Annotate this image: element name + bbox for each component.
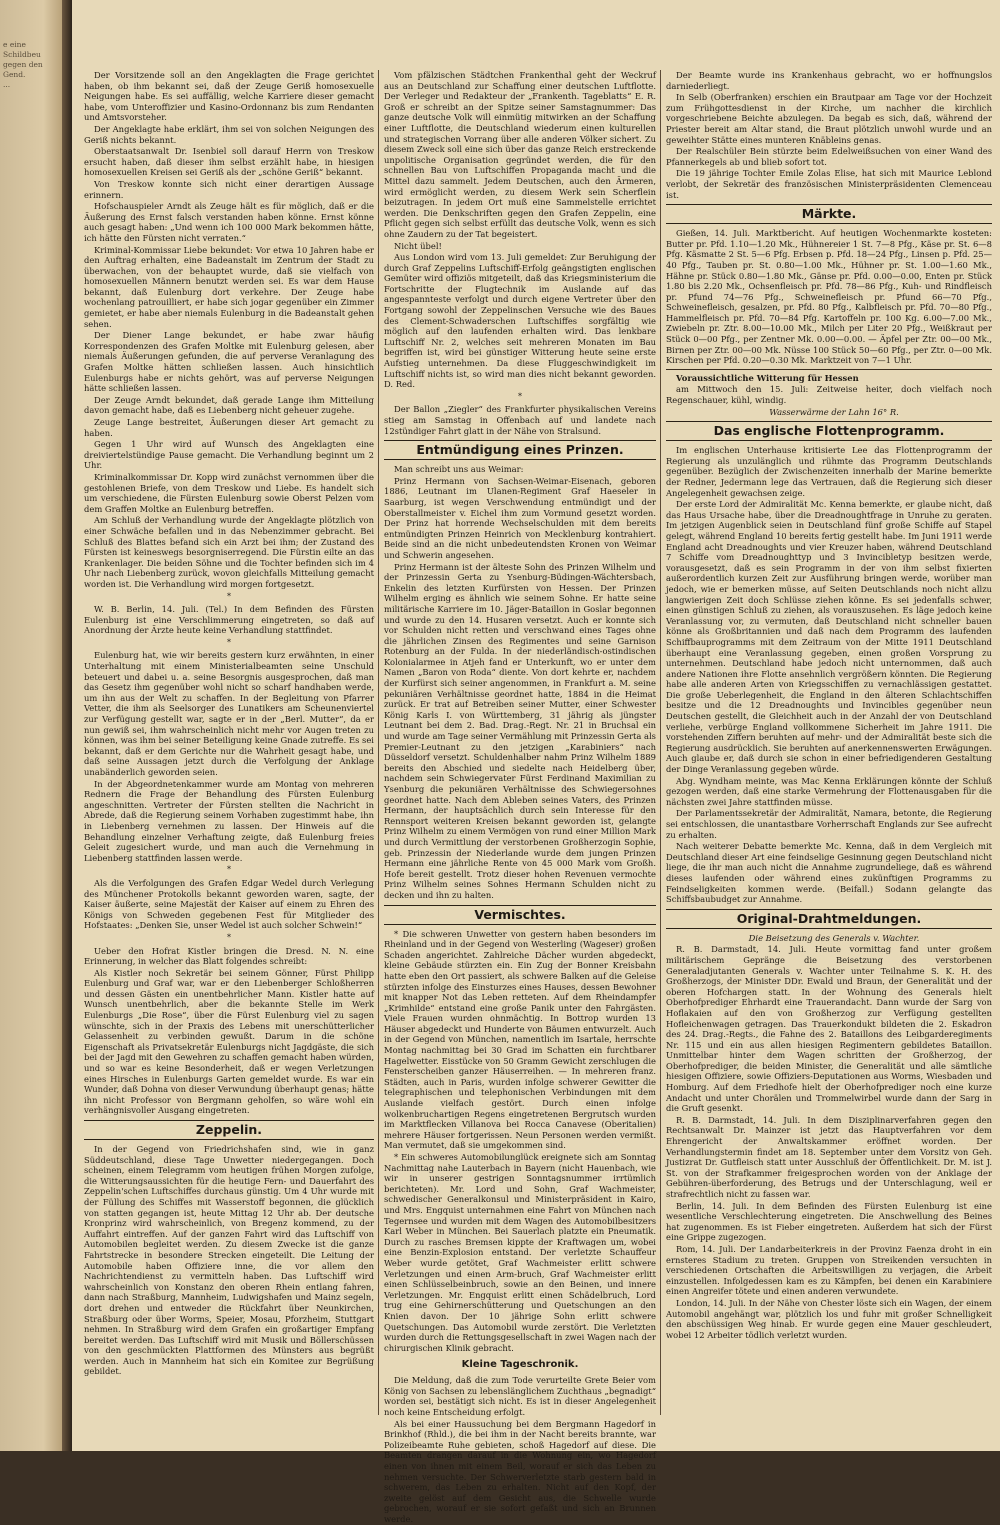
separator-star: * xyxy=(227,637,231,647)
article-paragraph: Der Realschüler Bein stürzte beim Edelweißsuchen von einer Wand des Pfannerkegels ab und blieb sofort tot. xyxy=(666,146,992,167)
article-paragraph: Am Schluß der Verhandlung wurde der Angeklagte plötzlich von einer Schwäche befallen und in das Nebenzimmer gebracht. Bei Schluß des Blattes befand sich ein Arzt bei ihm; der Zustand des Fürsten ist keineswegs besorgniserregend. Die Fürstin eilte an das Krankenlager. Die beiden Söhne und die Tochter befinden sich im 4 Uhr nach Liebenberg zurück, wovon gleichfalls Mitteilung gemacht worden ist. Die Verhandlung wird morgen fortgesetzt. xyxy=(84,515,374,589)
article-paragraph: Im englischen Unterhause kritisierte Lee das Flottenprogramm der Regierung als unzulänglich und rühmte das Programm Deutschlands gegenüber. Bezüglich der Zwischenzeiten innerhalb der Marine bemerkte der Redner, Jedermann lege das Vertrauen, daß die Regierung sich dieser Angelegenheit gewachsen zeige. xyxy=(666,445,992,498)
article-paragraph: am Mittwoch den 15. Juli: Zeitweise heiter, doch vielfach noch Regenschauer, kühl, windig. xyxy=(666,384,992,406)
article-paragraph: Der Diener Lange bekundet, er habe zwar häufig Korrespondenzen des Grafen Moltke mit Eulenburg gelesen, aber niemals Äußerungen gefunden, die auf perverse Veranlagung des Grafen Moltke hätten schließen lassen. Auch hinsichtlich Eulenburgs habe er nichts gehört, was auf perverse Neigungen hätte schließen lassen. xyxy=(84,330,374,394)
article-paragraph: Zeuge Lange bestreitet, Äußerungen dieser Art gemacht zu haben. xyxy=(84,417,374,438)
article-paragraph: Prinz Hermann von Sachsen-Weimar-Eisenach, geboren 1886, Leutnant im Ulanen-Regiment Graf Haeseler in Saarburg, ist wegen Verschwendung entmündigt und der Oberstallmeister v. Eichel ihm zum Vormund gesetzt worden. Der Prinz hat horrende Wechselschulden mit dem bereits entmündigten Prinzen Heinrich von Mecklenburg kontrahiert. Beide sind an die nicht unbedeutendsten Kronen von Weimar und Schwerin angesehen. xyxy=(384,475,656,560)
article-paragraph: Als die Verfolgungen des Grafen Edgar Wedel durch Verlegung des Münchener Protokolls bekannt geworden waren, sagte, der Kaiser äußerte, seine Majestät der Kaiser auf einem zu Ehren des Königs von Schweden gegebenen Fest für Mitglieder des Hofstaates: „Denken Sie, unser Wedel ist auch solcher Schwein!“ xyxy=(84,877,374,931)
separator-star: * xyxy=(518,391,522,401)
article-paragraph: Nicht übel! xyxy=(394,240,442,251)
section-heading-flottenprogramm: Das englische Flottenprogramm. xyxy=(666,421,992,441)
page-gutter xyxy=(62,0,72,1451)
divider xyxy=(666,369,992,370)
separator-star: * xyxy=(227,591,231,601)
article-paragraph: Rom, 14. Juli. Der Landarbeiterkreis in der Provinz Faenza droht in ein ernsteres Stadium zu treten. Gruppen von Streikenden versuchten in verschiedenen Ortschaften die Arbeitswilligen zu verjagen, die Arbeit einzustellen. Infolgedessen kam es zu Kämpfen, bei denen ein Karabiniere einen Angreifer tötete und einen anderen verwundete. xyxy=(666,1243,992,1297)
article-paragraph: In der Gegend von Friedrichshafen sind, wie in ganz Süddeutschland, diese Tage Unwetter niedergegangen. Doch scheinen, einem Telegramm vom heutigen frühen Morgen zufolge, die Witterungsaussichten für die heutige Fern- und Dauerfahrt des Zeppelin'schen Luftschiffes durchaus günstig. Um 4 Uhr wurde mit der Füllung des Schiffes mit Wasserstoff begonnen, die glücklich von statten gegangen ist, heute Mittag 12 Uhr ab. Der deutsche Kronprinz wird wahrscheinlich, von Bregenz kommend, zu der Auffahrt eintreffen. Auf der ganzen Fahrt wird das Luftschiff von Automobilen begleitet werden. Zu diesem Zwecke ist die ganze Fahrtstrecke in besondere Strecken eingeteilt. Die Leitung der Automobile haben Offiziere inne, die vor allem den Nachrichtendienst zu vermitteln haben. Das Luftschiff wird wahrscheinlich von Konstanz den oberen Rhein entlang fahren, dann nach Straßburg, Mannheim, Ludwigshafen und Mainz segeln, dort drehen und entweder die Rückfahrt über Neunkirchen, Straßburg oder über Worms, Speier, Mosau, Pforzheim, Stuttgart nehmen. In Straßburg wird dem Grafen ein großartiger Empfang bereitet werden. Das Luftschiff wird mit Musik und Böllerschüssen von den geschmückten Plattformen des Münsters aus begrüßt werden. Auch in Mannheim hat sich ein Komitee zur Begrüßung gebildet. xyxy=(84,1144,374,1377)
article-paragraph: Nach weiterer Debatte bemerkte Mc. Kenna, daß in dem Vergleich mit Deutschland dieser Art eine feindselige Gesinnung gegen Deutschland nicht liege, die ihr man auch nicht die Annahme zugrundeliege, daß es während dieses laufenden oder während eines zukünftigen Programms zu Feindseligkeiten kommen werde. (Beifall.) Sodann gelangte das Schiffsbaubudget zur Annahme. xyxy=(666,841,992,905)
newspaper-page xyxy=(72,0,1000,1524)
article-paragraph: Der Beamte wurde ins Krankenhaus gebracht, wo er hoffnungslos darniederliegt. xyxy=(666,70,992,91)
article-paragraph: Kriminalkommissar Dr. Kopp wird zunächst vernommen über die gestohlenen Briefe, von dem Treskow und Liebe. Es handelt sich um verschiedene, die Fürsten Eulenburg sowie Oberst Pelzen vom dem Graffen Moltke an Eulenburg betreffen. xyxy=(84,471,374,514)
separator-star: * xyxy=(227,865,231,875)
article-paragraph: Die 19 jährige Tochter Emile Zolas Elise, hat sich mit Maurice Leblond verlobt, der Sekretär des französischen Ministerpräsidenten Clemenceau ist. xyxy=(666,168,992,200)
article-paragraph: Abg. Wyndham meinte, was Mac Kenna Erklärungen könnte der Schluß gezogen werden, daß eine starke Vermehrung der Flottenausgaben für die nächsten zwei Jahre stattfinden müsse. xyxy=(666,775,992,807)
article-paragraph: Der Ballon „Ziegler“ des Frankfurter physikalischen Vereins stieg am Samstag in Offenbach auf und landete nach 12stündiger Fahrt glatt in der Nähe von Stralsund. xyxy=(384,404,656,436)
article-paragraph: Die Meldung, daß die zum Tode verurteilte Grete Beier vom König von Sachsen zu lebenslänglichem Zuchthaus „begnadigt“ worden sei, bestätigt sich nicht. Es ist in dieser Angelegenheit noch keine Entscheidung erfolgt. xyxy=(384,1375,656,1418)
column-rule xyxy=(378,70,379,1415)
previous-page-fragment: e eine Schildbeu gegen den Gend. ... xyxy=(3,40,43,89)
article-paragraph: Prinz Hermann ist der älteste Sohn des Prinzen Wilhelm und der Prinzessin Gerta zu Ysenburg-Büdingen-Wächtersbach, Enkelin des letzten Kurfürsten von Hessen. Der Prinzen Wilhelm erging es ähnlich wie seinem Sohne. Er hatte seine militärische Karriere im 10. Jäger-Bataillon in Goslar begonnen und wurde zu den 14. Husaren versetzt. Auch er konnte sich vor Schulden nicht retten und verschwand eines Tages ohne die jährlichen Zinsen des Regimentes und seine Garnison Rotenburg an der Fulda. In der niederländisch-ostindischen Kolonialarmee in Atjeh fand er Unterkunft, wo er unter dem Namen „Baron von Roda“ diente. Von dort kehrte er, nachdem der Kurfürst sich seiner angenommen, in Frankfurt a. M. seine pekuniären Verhältnisse geordnet hatte, 1884 in die Heimat zurück. Er trat auf Betreiben seiner Mutter, einer Schwester König Karls I. von Württemberg, 31 jährig als jüngster Leutnant bei dem 2. Bad. Drag.-Regt. Nr. 21 in Bruchsal ein und wurde am Tage seiner Vermählung mit Prinzessin Gerta als Premier-Leutnant zu den jetzigen „Karabiniers“ nach Düsseldorf versetzt. Schuldenhalber nahm Prinz Wilhelm 1889 bereits den Abschied und siedelte nach Heidelberg über, nachdem sein Schwiegervater Fürst Ferdinand Maximilian zu Ysenburg die pekuniären Verhältnisse des Schwiegersohnes geordnet hatte. Nach dem Ableben seines Vaters, des Prinzen Hermann, der hauptsächlich durch sein Interesse für den Rennsport weiteren Kreisen bekannt geworden ist, gelangte Prinz Wilhelm zu einem Vermögen von rund einer Million Mark und durch Vermittlung der verstorbenen Großherzogin Sophie, geb. Prinzessin der Niederlande wurde dem jungen Prinzen Hermann eine jährliche Rente von 45 000 Mark vom Großh. Hofe bereit gestellt. Trotz dieser hohen Revenuen vermochte Prinz Wilhelm seines Sohnes Hermann Schulden nicht zu decken und ihn zu halten. xyxy=(384,561,656,900)
article-paragraph: R. B. Darmstadt, 14. Juli. In dem Disziplinarverfahren gegen den Rechtsanwalt Dr. Mainzer ist jetzt das Hauptverfahren vor dem Ehrengericht der Anwaltskammer eröffnet worden. Der Verhandlungstermin findet am 18. September unter dem Vorsitz von Geh. Justizrat Dr. Gutfleisch statt unter Ausschluß der Öffentlichkeit. Dr. M. ist J. St. von der Strafkammer freigesprochen worden von der Anklage der Gebühren-überforderung, des Betrugs und der Unterschlagung, weil er strafrechtlich nicht zu fassen war. xyxy=(666,1114,992,1199)
article-paragraph: Hofschauspieler Arndt als Zeuge hält es für möglich, daß er die Äußerung des Ernst falsch verstanden haben könne. Ernst könne auch gesagt haben: „Und wenn ich 100 000 Mark bekommen hätte, ich hätte den Fürsten nicht verraten.“ xyxy=(84,201,374,243)
article-paragraph: Vom pfälzischen Städtchen Frankenthal geht der Weckruf aus an Deutschland zur Schaffung einer deutschen Luftflotte. Der Verleger und Redakteur der „Frankenth. Tageblatts“ E. R. Groß er schreibt an der Spitze seiner Samstagnummer: Das ganze deutsche Volk will einmütig mitwirken an der Schaffung einer Luftflotte, die Deutschland wiederum einen kulturellen und strategischen Vorrang über alle anderen Völker sichert. Zu diesem Zweck soll eine sich über das ganze Reich erstreckende unpolitische Organisation gegründet werden, die für den schnellen Bau von Luftschiffen Propaganda macht und die Mittel dazu sammelt. Jedem Deutschen, auch den Ärmeren, wird ermöglicht werden, zu diesem Werk sein Scherflein beizutragen. In jedem Ort muß eine Sammelstelle errichtet werden. Die Denkschriften gegen den Grafen Zeppelin, eine Pflicht gegen sich selbst erfüllt das deutsche Volk, wenn es sich ohne Zaudern zu der Tat begeistert. xyxy=(384,70,656,239)
section-heading-vermischtes: Vermischtes. xyxy=(384,905,656,925)
article-paragraph: W. B. Berlin, 14. Juli. (Tel.) In dem Befinden des Fürsten Eulenburg ist eine Verschlimmerung eingetreten, so daß auf Anordnung der Ärzte heute keine Verhandlung stattfindet. xyxy=(84,604,374,636)
article-paragraph: Berlin, 14. Juli. In dem Befinden des Fürsten Eulenburg ist eine wesentliche Verschlechterung eingetreten. Die Anschwellung des Beines hat zugenommen. Es ist Fieber eingetreten. Außerdem hat sich der Fürst eine Grippe zugezogen. xyxy=(666,1200,992,1243)
article-paragraph: Eulenburg hat, wie wir bereits gestern kurz erwähnten, in einer Unterhaltung mit einem Ministerialbeamten seine Unschuld beteuert und dabei u. a. seine Besorgnis ausgesprochen, daß man das Gesetz ihm gegenüber wohl nicht so scharf handhaben werde, um ihn aus der Welt zu schaffen. In der Begleitung von Pfarrer Vetter, die ihm als Seelsorger des Lunatikers am Scheunenviertel zur Verfügung gestellt war, sagte er in der „Berl. Mutter“, da er nun gewiß sei, ihm wahrscheinlich nicht mehr vor Augen treten zu können, was ihm bei seiner Beteiligung keine Gnade zutreffe. Es sei bekannt, daß er dem Gerichte nur die Wahrheit gesagt habe, und daß seine Aussagen jetzt durch die Verfolgung der Anklage unabänderlich geworden seien. xyxy=(84,650,374,777)
column-3 xyxy=(666,70,992,1410)
section-heading-zeppelin: Zeppelin. xyxy=(84,1120,374,1140)
article-paragraph: Der Zeuge Arndt bekundet, daß gerade Lange ihm Mitteilung davon gemacht habe, daß es Liebenberg nicht geheuer zugehe. xyxy=(84,394,374,416)
article-paragraph: Der Parlamentssekretär der Admiralität, Namara, betonte, die Regierung sei entschlossen, die unantastbare Vorherrschaft Englands zur See aufrecht zu erhalten. xyxy=(666,808,992,840)
column-2 xyxy=(384,70,656,1524)
column-1 xyxy=(84,70,374,1410)
article-paragraph: Oberstaatsanwalt Dr. Isenbiel soll darauf Herrn von Treskow ersucht haben, daß dieser ihm selbst erzählt habe, in hiesigen homosexuellen Kreisen sei Geriß als der „schöne Geriß“ bekannt. xyxy=(84,146,374,178)
section-heading-original-drahtmeldungen: Original-Drahtmeldungen. xyxy=(666,909,992,929)
previous-page-edge xyxy=(0,0,62,1451)
article-paragraph: Als Kistler noch Sekretär bei seinem Gönner, Fürst Philipp Eulenburg und Graf war, war er den Liebenberger Schloßherren und dessen Gästen ein unentbehrlicher Mann. Kistler hatte auf Wunsch unentbehrlich, aber die bekannte Stelle im Werk Eulenburgs „Die Rose“, über die Fürst Eulenburg viel zu sagen wünschte, sich in der Praxis des Lebens mit unerschütterlicher Gelassenheit zu verbinden gewußt. Darum in die schöne Eigenschaft als Privatsekretär Eulenburgs nicht Jagdgäste, die sich bei der Jagd mit den Gewehren zu schaffen gemacht haben würden, und so war es keine Besonderheit, daß er wegen Verletzungen eines Hirsches in Eulenburgs Garten gemeldet wurde. Es war ein Wunder, daß Dohna von dieser Verwundung überhaupt genas; hätte ihn nicht Professor von Bergmann geholfen, so wäre wohl ein verhängnisvoller Ausgang eingetreten. xyxy=(84,967,374,1116)
article-paragraph: In Selb (Oberfranken) erschien ein Brautpaar am Tage vor der Hochzeit zum Frühgottesdienst in der Kirche, um nachher die kirchlich vorgeschriebene Beichte abzulegen. Da begab es sich, daß, während der Priester bereit am Altar stand, die Braut plötzlich unwohl wurde und an geweihter Stätte eines munteren Knäbleins genas. xyxy=(666,92,992,145)
article-paragraph: Als bei einer Haussuchung bei dem Bergmann Hagedorf in Brinkhof (Rhld.), die bei ihm in der Nacht bereits brannte, war Polizeibeamte Ruhe gebieten, schoß Hagedorf auf diese. Die Beamten drangen darauf in die Wohnung ein, wo Hagedorf einen von ihnen mit einem Beil, worauf er sich das Leben zu nehmen versuchte. Der Schwerverletzte starb gestern bald in schwerem, das Leben zu erhalten. Nicht auf den Kopf, der zweite gelöst auf dem Gesicht aus, die Schwelle wurde gebrochen, worauf er sie sofort gefaßt und sich an Brunnen werde. xyxy=(384,1418,656,1524)
article-paragraph: Man schreibt uns aus Weimar: xyxy=(394,464,524,475)
article-paragraph: In der Abgeordnetenkammer wurde am Montag von mehreren Rednern die Frage der Behandlung des Fürsten Eulenburg angeschnitten. Vertreter der Fürsten stellten die Nachricht in Abrede, daß die Regierung seinem Vorhaben zugestimmt habe, ihn in Liebenberg vernehmen zu lassen. Der Hinweis auf die Behandlung einzelner Verhaftung zeigte, daß Eulenburg freies Geleit zugesichert wurde, und man auch die Vernehmung in Liebenberg stattfinden lassen werde. xyxy=(84,778,374,863)
column-rule xyxy=(660,70,661,1415)
article-paragraph: Der erste Lord der Admiralität Mc. Kenna bemerkte, er glaube nicht, daß das Haus Ursache habe, über die Dreadnoughtfrage in Unruhe zu geraten. Im jetzigen Augenblick seien in Deutschland fünf große Schiffe auf Stapel gelegt, während England 10 bereits fertig gestellt habe. Im Juni 1911 werde England acht Dreadnoughts und vier Kreuzer haben, während Deutschland 7 Schiffe vom Dreadnoughttyp und 3 Invincibletyp besitzen werde, vorausgesetzt, daß es sein Programm in der von ihm selbst fixierten außerordentlich kurzen Zeit zur Ausführung bringen werde, worüber man jedoch, wie er bemerken müsse, auf Seiten Deutschlands noch nicht allzu langwierigen Zeit doch Schlüsse ziehen könne. Es sei jedenfalls schwer, einen günstigen Schluß zu ziehen, als vorauszusehen. Es läge jedoch keine Veranlassung vor, zu vermuten, daß Deutschland nicht schneller bauen könne als Großbritannien und daß nach dem Programm des laufenden Schiffbauprogramms mit dem Zeitraum von der Mitte 1911 Deutschland überhaupt eine Veranlassung gegeben, einen großen Vorsprung zu unternehmen. Deutschland habe jedoch nicht unternommen, daß auch andere Nationen ihre Flotte ansehnlich vergrößern könnten. Die Regierung habe alle anderen Arten von Kriegsschiffen zu vernachlässigen gestattet. Die große Ueberlegenheit, die England in den älteren Schlachtschiffen besitze und die 12 Dreadnoughts und Invincibles gegenüber neun Deutschen gestellt, die Gleichheit auch in der Anzahl der von Deutschland verliehe, verbürge England vollkommene Sicherheit im Jahre 1911. Die vorstehenden Ziffern beruhten auf mehr- und der Admiralität beste sich die Regierung ausdrücklich. Sie beruhten auf anerkennenswerten Erwägungen. Auch glaube er, daß durch sie schon in einer befriedigenderen Gestaltung der Dinge Veranlassung gegeben würde. xyxy=(666,499,992,775)
article-paragraph: Der Vorsitzende soll an den Angeklagten die Frage gerichtet haben, ob ihm bekannt sei, daß der Zeuge Geriß homosexuelle Neigungen habe. Es sei auffällig, welche Karriere dieser gemacht habe, vom Unteroffizier und Kasino-Ordonnanz bis zum Rendanten und Amtsvorsteher. xyxy=(84,70,374,123)
article-paragraph: Von Treskow konnte sich nicht einer derartigen Aussage erinnern. xyxy=(84,178,374,200)
subheading: Die Beisetzung des Generals v. Wachter. xyxy=(748,932,920,943)
article-paragraph: Gießen, 14. Juli. Marktbericht. Auf heutigen Wochenmarkte kosteten: Butter pr. Pfd. 1.10—1.20 Mk., Hühnereier 1 St. 7—8 Pfg., Käse pr. St. 6—8 Pfg. Käsmatte 2 St. 5—6 Pfg. Erbsen p. Pfd. 18—24 Pfg., Linsen p. Pfd. 25—40 Pfg., Tauben pr. St. 0.80—1.00 Mk., Hühner pr. St. 1.00—1.60 Mk., Hähne pr. Stück 0.80—1.80 Mk., Gänse pr. Pfd. 0.00—0.00, Enten pr. Stück 1.80 bis 2.20 Mk., Ochsenfleisch pr. Pfd. 78—86 Pfg., Kuh- und Rindfleisch pr. Pfund 74—76 Pfg., Schweinefleisch pr. Pfund 66—70 Pfg., Schweinefleisch, gesalzen, pr. Pfd. 80 Pfg., Kalbfleisch pr. Pfd. 70—80 Pfg., Hammelfleisch pr. Pfd. 70—84 Pfg. Kartoffeln pr. 100 Kg. 6.00—7.00 Mk., Zwiebeln pr. Ztr. 8.00—10.00 Mk., Milch per Liter 20 Pfg., Weißkraut per Stück 0—00 Pfg., per Zentner Mk. 0.00—0.00. — Äpfel per Ztr. 00—00 Mk., Birnen per Ztr. 00—00 Mk. Nüsse 100 Stück 50—60 Pfg., per Ztr. 0—00 Mk. Kirschen per Pfd. 0.20—0.30 Mk. Marktzeit von 7—1 Uhr. xyxy=(666,228,992,366)
section-heading-kleine-tageschronik: Kleine Tageschronik. xyxy=(461,1359,579,1371)
article-paragraph: Kriminal-Kommissar Liebe bekundet: Vor etwa 10 Jahren habe er den Auftrag erhalten, eine Badeanstalt im Zentrum der Stadt zu überwachen, von der behauptet wurde, daß sie vielfach von homosexuellen Männern benutzt werden sei. Es war dem Hause bekannt, daß Eulenburg dort verkehre. Der Zeuge habe wochenlang patrouilliert, er habe sich jogar gegenüber ein Zimmer gemietet, er habe aber niemals Eulenburg in die Badeanstalt gehen sehen. xyxy=(84,244,374,329)
article-paragraph: Der Angeklagte habe erklärt, ihm sei von solchen Neigungen des Geriß nichts bekannt. xyxy=(84,123,374,145)
article-paragraph: Aus London wird vom 13. Juli gemeldet: Zur Beruhigung der durch Graf Zeppelins Luftschiff-Erfolg geängstigten englischen Gemüter wird offiziös mitgeteilt, daß das Kriegsministerium die Fortschritte der Flugtechnik im Auslande auf das angespannteste verfolgt und durch eigene Vertreter über den Fortgang sowohl der Zeppelinschen Versuche wie des Baues des Clement-Schwaderschen Luftschiffes sorgfältig wie möglich auf den laufenden erhalten wird. Das lenkbare Luftschiff Nr. 2, welches seit mehreren Monaten im Bau begriffen ist, wird bei günstiger Witterung heute seine erste Aufstieg unternehmen. Da diese Fluggeschwindigkeit im Luftschiff nichts ist, so wird man dies nicht bekannt geworden. D. Red. xyxy=(384,252,656,390)
article-paragraph: * Die schweren Unwetter von gestern haben besonders im Rheinland und in der Gegend von Westerling (Wageser) großen Schaden angerichtet. Zahlreiche Dächer wurden abgedeckt, kleine Gebäude stürzten ein. Ein Zug der Bonner Kreisbahn hatte eben den Ort passiert, als schwere Balken auf die Geleise stürzten infolge des Einsturzes eines Hauses, dessen Bewohner mit knapper Not das Leben retteten. Auf dem Rheindampfer „Krimhilde“ entstand eine große Panik unter den Fahrgästen. Viele Frauen wurden ohnmächtig. In Bottrop wurden 13 Häuser abgedeckt und Hunderte von Bäumen entwurzelt. Auch in der Gegend von München, namentlich im Isartale, herrschte Montag nachmittag bei 30 Grad im Schatten ein furchtbarer Hagelwetter. Eisstücke von 50 Gramm Gewicht zerschlugen die Fensterscheiben ganzer Häuserreihen. — In mehreren franz. Städten, auch in Paris, wurden infolge schwerer Gewitter die telegraphischen und telephonischen Verbindungen mit dem Auslande vielfach gestört. Durch einen infolge wolkenbruchartigen Regens eingetretenen Bergrutsch wurden im Marktflecken Villanova bei Rocca Canavese (Oberitalien) mehrere Häuser fortgerissen. Neun Personen werden vermißt. Man vermutet, daß sie umgekommen sind. xyxy=(384,928,656,1151)
article-paragraph: Ueber den Hofrat Kistler bringen die Dresd. N. N. eine Erinnerung, in welcher das Blatt folgendes schreibt: xyxy=(84,945,374,967)
water-temperature: Wasserwärme der Lahn 16° R. xyxy=(769,406,899,417)
weather-heading: Voraussichtliche Witterung für Hessen xyxy=(676,372,859,383)
article-paragraph: R. B. Darmstadt, 14. Juli. Heute vormittag fand unter großem militärischem Gepränge die Beisetzung des verstorbenen Generaladjutanten Generals v. Wachter unter Teilnahme S. K. H. des Großherzogs, der Minister DDr. Ewald und Braun, der Generalität und der oberen Hofchargen statt. In der Wohnung des Generals hielt Oberhofprediger Ehrhardt eine Trauerandacht. Dann wurde der Sarg von Hoflakaien auf den von Großherzog zur Verfügung gestellten Hofleichenwagen getragen. Das Trauerkondukt bildeten die 2. Eskadron des 24. Drag.-Regts., die Fahne des 2. Bataillons des Leibgarderegiments Nr. 115 und ein aus allen hiesigen Regimentern gebildetes Bataillon. Unmittelbar hinter dem Wagen schritten der Großherzog, der Oberhofprediger, die beiden Minister, die Generalität und alle sämtliche hiesigen Offiziere, sowie Offiziers-Deputationen aus Worms, Wiesbaden und Homburg. Auf dem Friedhofe hielt der Oberhofprediger noch eine kurze Andacht und unter Chorälen und Trommelwirbel wurde dann der Sarg in die Gruft gesenkt. xyxy=(666,944,992,1114)
section-heading-maerkte: Märkte. xyxy=(666,204,992,224)
separator-star: * xyxy=(227,932,231,942)
article-paragraph: Gegen 1 Uhr wird auf Wunsch des Angeklagten eine dreiviertelstündige Pause gemacht. Die Verhandlung beginnt um 2 Uhr. xyxy=(84,439,374,471)
section-heading-entmuendigung: Entmündigung eines Prinzen. xyxy=(384,440,656,460)
article-paragraph: * Ein schweres Automobilunglück ereignete sich am Sonntag Nachmittag nahe Lauterbach in Bayern (nicht Hauenbach, wie wir in unserer gestrigen Sonntagsnummer irrtümlich berichteten). Mr. Lord und Sohn, Graf Wachmeister, schwedischer Generalkonsul und Ministerpräsident in Kairo, und Mrs. Engquist unternahmen eine Fahrt von München nach Tegernsee und wurden mit dem Wagen des Automobilbesitzers Karl Weber in München. Bei Sauerlach platzte ein Pneumatik. Durch zu rasches Bremsen kippte der Kraftwagen um, wobei eine Benzin-Explosion entstand. Der verletzte Schauffeur Weber wurde getötet, Graf Wachmeister erlitt schwere Verletzungen und einen Arm-bruch, Graf Wachmeister erlitt einen Schlüsselbeinbruch, sowie an den Beinen, und innere Verletzungen. Mr. Engquist erlitt einen Schädelbruch, Lord trug eine Gehirnerschütterung und Quetschungen an den Knien davon. Der 10 jährige Sohn erlitt schwere Quetschungen. Das Automobil wurde zerstört. Die Verletzten wurden durch die Rettungsgesellschaft in zwei Wagen nach der chirurgischen Klinik gebracht. xyxy=(384,1152,656,1353)
article-paragraph: London, 14. Juli. In der Nähe von Chester löste sich ein Wagen, der einem Automobil angehängt war, plötzlich los und fuhr mit großer Schnelligkeit den abschüssigen Weg hinab. Er wurde gegen eine Mauer geschleudert, wobei 12 Arbeiter tödlich verletzt wurden. xyxy=(666,1297,992,1340)
